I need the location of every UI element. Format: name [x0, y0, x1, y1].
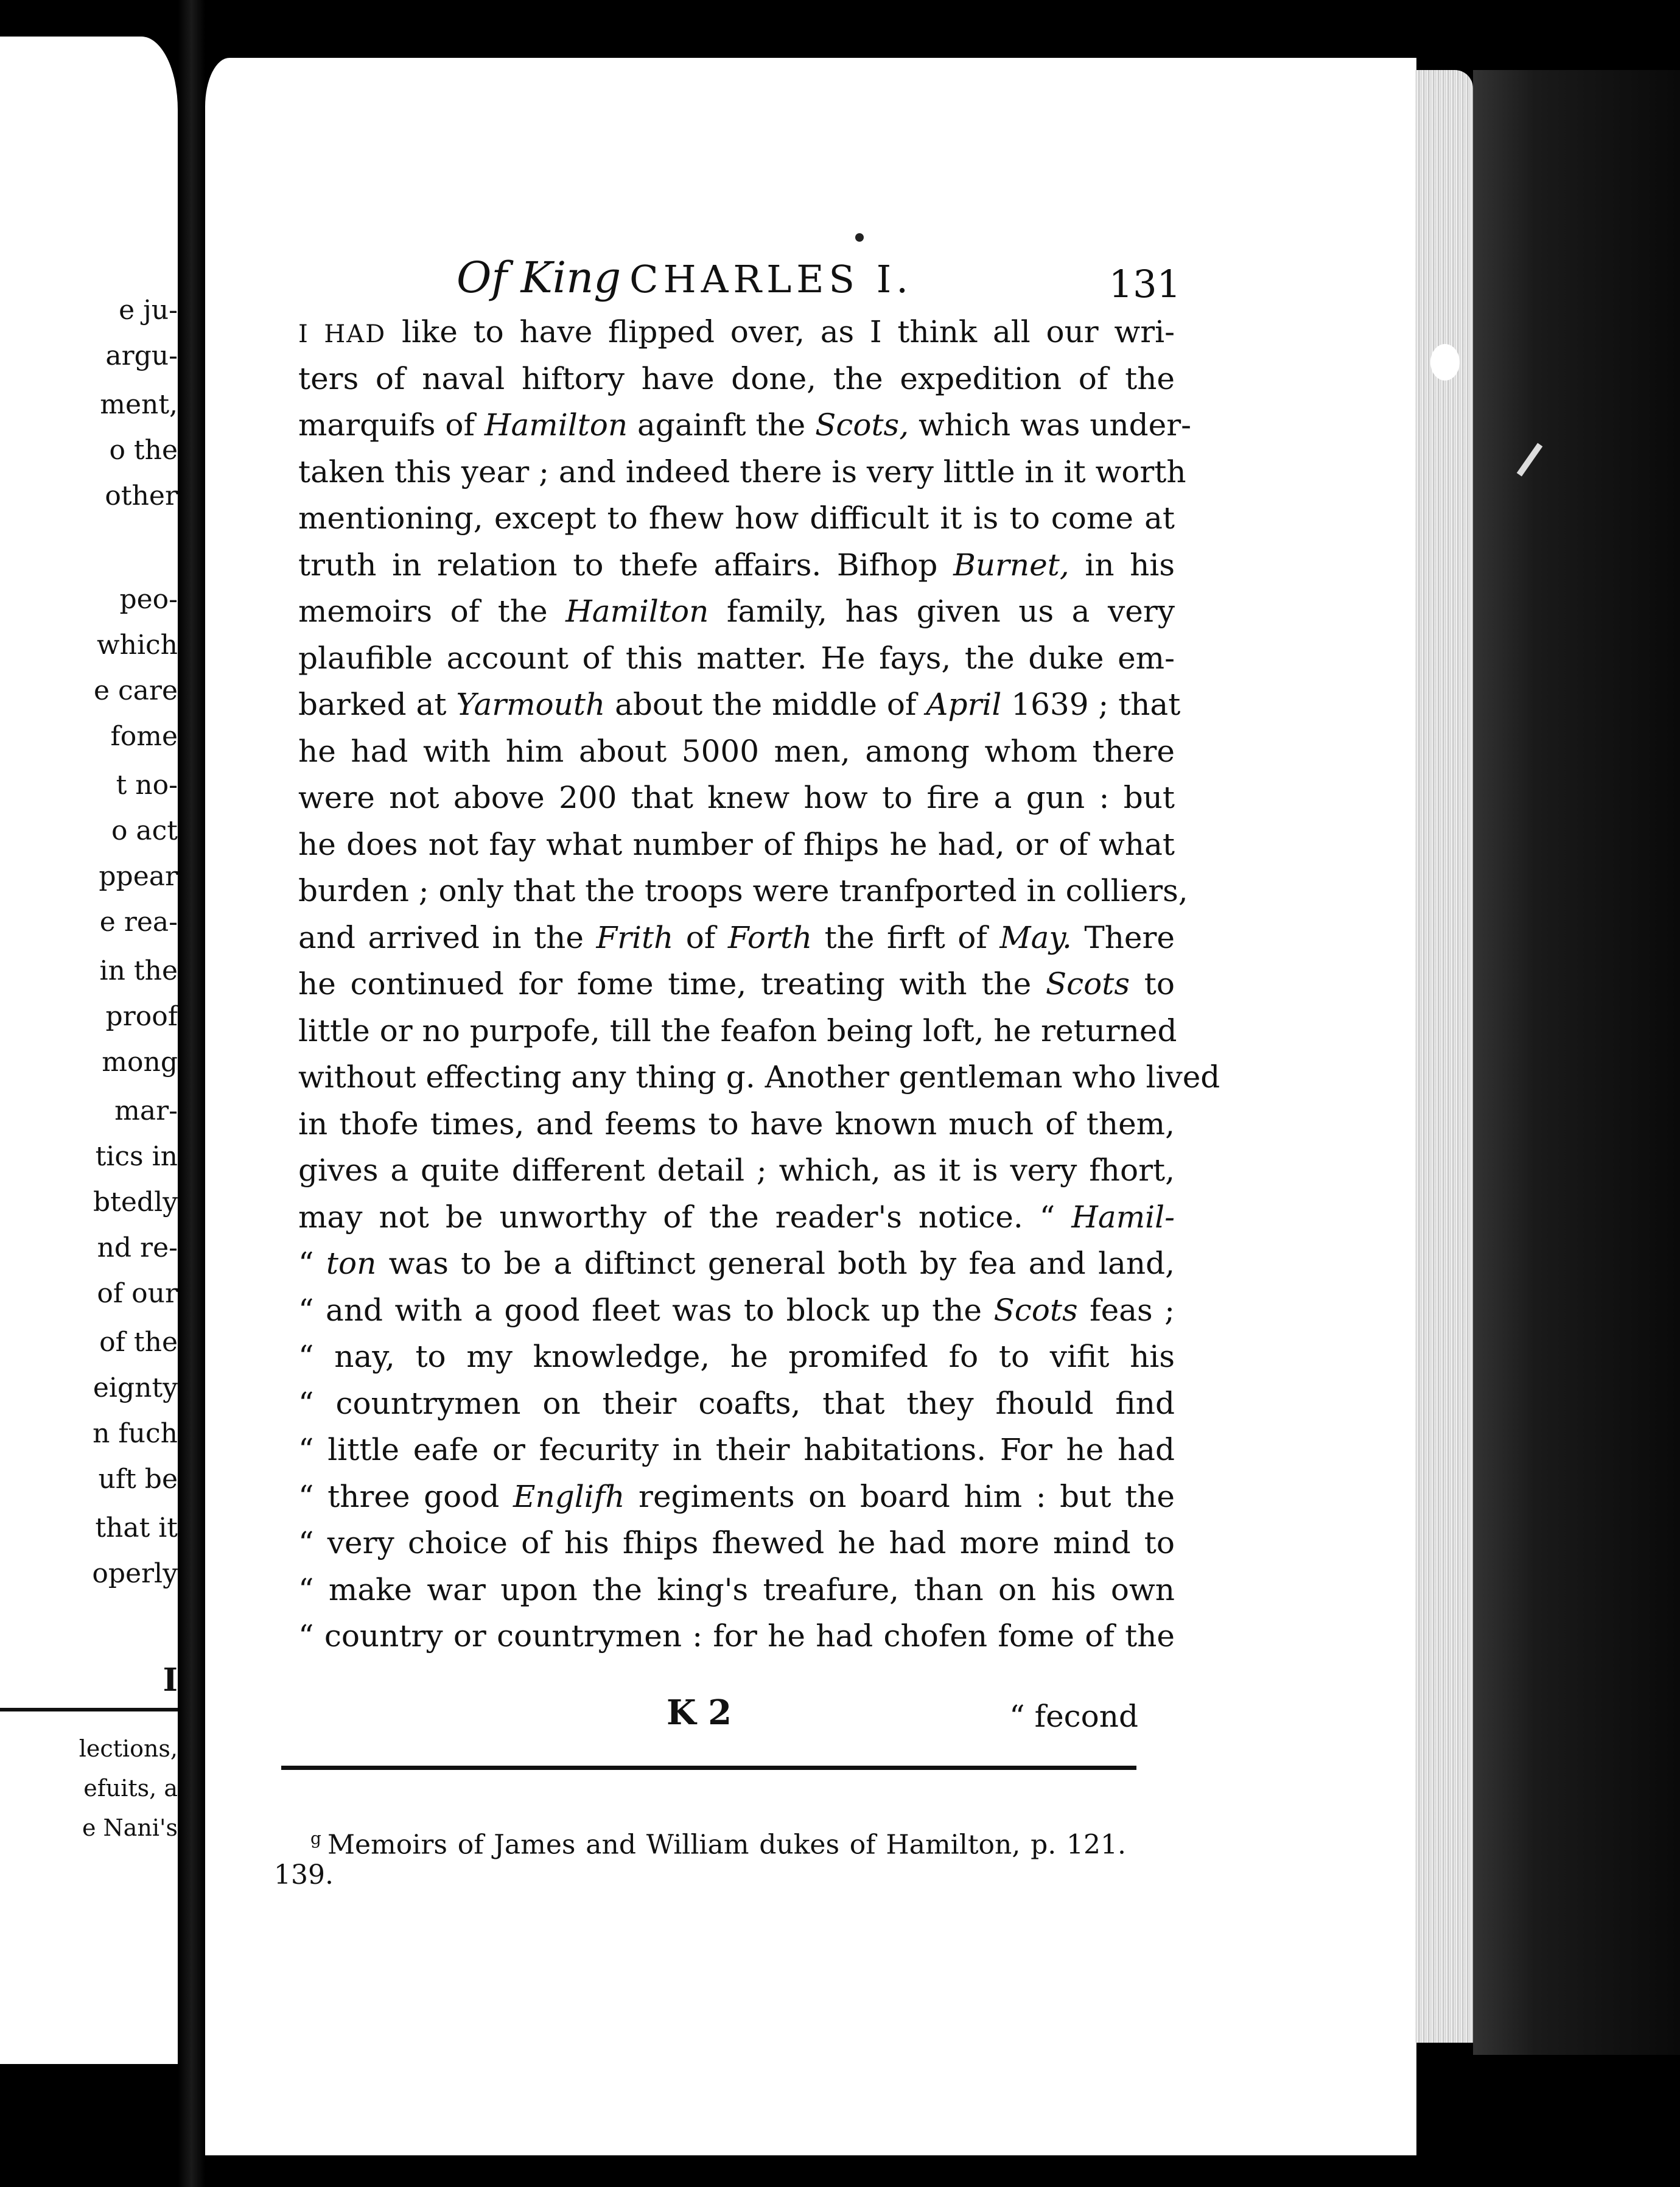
- body-text-segment: There: [1071, 920, 1175, 955]
- body-text-segment: taken this year ; and indeed there is very little in it worth: [298, 454, 1186, 490]
- body-text-segment: the firft of: [812, 920, 1000, 955]
- body-text-segment: ters of naval hiftory have done, the expedition of the: [298, 361, 1175, 396]
- body-text-segment: without effecting any thing g. Another gentleman who lived: [298, 1059, 1220, 1095]
- body-line: [298, 1568, 1175, 1611]
- body-text-segment: “ very choice of his fhips fhewed he had more mind to: [298, 1525, 1175, 1560]
- left-page-line: eignty: [93, 1372, 178, 1403]
- left-page-line: t no-: [116, 770, 178, 801]
- left-page-line: ment,: [100, 389, 178, 420]
- body-line: [298, 451, 1186, 493]
- footnote: [274, 1820, 1132, 1918]
- body-text-segment: burden ; only that the troops were tranfported in colliers,: [298, 873, 1188, 908]
- body-text-segment: may not be unworthy of the reader's notice. “: [298, 1199, 1072, 1235]
- body-text-segment: “ and with a good fleet was to block up the: [298, 1293, 994, 1328]
- italic-text: May.: [999, 920, 1072, 955]
- italic-text: Burnet,: [953, 547, 1069, 583]
- left-page-line: btedly: [93, 1187, 178, 1218]
- body-text-segment: gives a quite different detail ; which, as it is very fhort,: [298, 1153, 1175, 1188]
- body-line: [298, 776, 1175, 819]
- body-text-segment: “ nay, to my knowledge, he promifed fo to vifit his: [298, 1339, 1175, 1374]
- body-text-segment: “ make war upon the king's treafure, than on his own: [298, 1572, 1175, 1607]
- left-page-line: peo-: [119, 584, 178, 615]
- italic-text: Englifh: [513, 1479, 625, 1514]
- body-text-segment: againft the: [628, 407, 816, 443]
- italic-text: Hamilton: [565, 594, 709, 629]
- body-line: [298, 637, 1175, 679]
- left-page-line: nd re-: [97, 1232, 178, 1263]
- italic-text: April: [926, 687, 1002, 722]
- body-text-segment: “ three good: [298, 1479, 514, 1514]
- body-line: [298, 1242, 1175, 1285]
- italic-text: Forth: [727, 920, 813, 955]
- left-page-catchword: I: [163, 1662, 178, 1699]
- left-page-line: e ju-: [119, 295, 178, 326]
- left-page-line: which: [96, 630, 178, 661]
- body-text-segment: little or no purpofe, till the feafon being loft, he returned: [298, 1013, 1177, 1048]
- body-text-segment: he does not fay what number of fhips he had, or of what: [298, 827, 1175, 862]
- italic-text: Scots,: [815, 407, 909, 443]
- body-text-segment: feas ;: [1077, 1293, 1175, 1328]
- left-page-line: other: [105, 480, 178, 511]
- left-page-line: o act: [111, 815, 178, 846]
- body-line: [298, 683, 1181, 726]
- body-text-segment: “ little eafe or fecurity in their habitations. For he had: [298, 1432, 1175, 1467]
- body-line: [298, 1522, 1175, 1564]
- left-page-note: efuits, a: [83, 1775, 178, 1802]
- scan-speck: [1430, 344, 1460, 381]
- left-page: [0, 37, 178, 2064]
- body-line: [298, 1009, 1175, 1052]
- left-page-line: e care: [94, 675, 178, 706]
- body-text-segment: he continued for fome time, treating with the: [298, 966, 1046, 1002]
- body-text-segment: like to have flipped over, as I think all our wri-: [386, 314, 1175, 349]
- body-line: [298, 404, 1192, 446]
- italic-text: Hamil-: [1071, 1199, 1175, 1235]
- body-line: [298, 590, 1175, 633]
- left-page-line: n fuch: [93, 1418, 178, 1449]
- body-text-segment: in thofe times, and feems to have known much of them,: [298, 1106, 1175, 1142]
- body-text-segment: to: [1130, 966, 1175, 1002]
- left-page-rule: [0, 1708, 178, 1711]
- italic-text: Frith: [596, 920, 674, 955]
- body-text-segment: “ country or countrymen : for he had chofen fome of the: [298, 1618, 1175, 1654]
- body-line: [298, 1056, 1220, 1098]
- left-page-line: proof: [105, 1001, 178, 1032]
- body-line: [298, 311, 1175, 353]
- running-head-italic: Of King: [457, 253, 621, 303]
- left-page-line: of the: [99, 1327, 178, 1358]
- body-line: [298, 963, 1175, 1005]
- running-head-caps: CHARLES I.: [629, 257, 913, 301]
- signature-mark: K 2: [667, 1693, 732, 1733]
- body-line: [298, 1196, 1175, 1238]
- left-page-note: e Nani's: [82, 1814, 178, 1841]
- body-text-segment: plaufible account of this matter. He fays, the duke em-: [298, 641, 1175, 676]
- body-line: [298, 1289, 1175, 1332]
- body-text-segment: about the middle of: [605, 687, 926, 722]
- left-page-line: e rea-: [99, 907, 178, 938]
- body-text: [298, 304, 1220, 1705]
- left-page-line: argu-: [105, 340, 178, 371]
- left-page-line: of our: [97, 1278, 178, 1309]
- body-text-segment: family, has given us a very: [709, 594, 1175, 629]
- body-text-segment: marquifs of: [298, 407, 485, 443]
- body-line: [298, 1475, 1175, 1518]
- book-cover: [1473, 70, 1680, 2055]
- body-text-segment: were not above 200 that knew how to fire a gun : but: [298, 780, 1175, 815]
- body-text-segment: of: [673, 920, 728, 955]
- body-line: [298, 1335, 1175, 1378]
- body-text-segment: which was under-: [909, 407, 1192, 443]
- body-text-segment: “ countrymen on their coafts, that they fhould find: [298, 1386, 1175, 1421]
- body-text-segment: barked at: [298, 687, 457, 722]
- body-text-segment: “: [298, 1246, 326, 1281]
- footnote-marker: g: [310, 1828, 321, 1848]
- italic-text: Hamilton: [484, 407, 628, 443]
- left-page-note: lections,: [79, 1735, 178, 1762]
- body-text-segment: was to be a diftinct general both by fea and land,: [376, 1246, 1175, 1281]
- left-page-line: o the: [109, 435, 178, 466]
- small-caps-text: I HAD: [298, 320, 387, 348]
- body-line: [298, 1149, 1175, 1192]
- footnote-text: Memoirs of James and William dukes of Hamilton, p. 121.: [327, 1829, 1126, 1861]
- left-page-line: tics in: [95, 1141, 178, 1172]
- body-text-segment: memoirs of the: [298, 594, 566, 629]
- italic-text: Scots: [1045, 966, 1130, 1002]
- body-text-segment: 1639 ; that: [1001, 687, 1181, 722]
- italic-text: ton: [326, 1246, 377, 1281]
- left-page-line: in the: [99, 955, 178, 986]
- scan-speck: [855, 233, 864, 242]
- body-line: [298, 1615, 1175, 1657]
- footnote-continuation: 139.: [274, 1859, 334, 1890]
- body-line: [298, 730, 1175, 773]
- left-page-line: mar-: [114, 1095, 178, 1126]
- left-page-line: fome: [110, 721, 178, 752]
- page-number: 131: [1108, 262, 1181, 306]
- body-text-segment: and arrived in the: [298, 920, 597, 955]
- left-page-line: that it: [95, 1512, 178, 1543]
- body-line: [298, 823, 1175, 866]
- body-line: [298, 1428, 1175, 1471]
- body-line: [298, 497, 1175, 539]
- body-text-segment: regiments on board him : but the: [625, 1479, 1175, 1514]
- footnote-line: [310, 1820, 1126, 1864]
- italic-text: Scots: [993, 1293, 1078, 1328]
- body-line: [298, 1103, 1175, 1145]
- left-page-line: mong: [102, 1047, 178, 1078]
- left-page-line: operly: [92, 1558, 178, 1589]
- catchword: “ fecond: [1009, 1699, 1138, 1734]
- left-page-line: uft be: [98, 1464, 178, 1495]
- body-line: [298, 869, 1188, 912]
- body-text-segment: mentioning, except to fhew how difficult it is to come at: [298, 500, 1175, 536]
- gutter-shadow: [178, 0, 205, 2187]
- body-line: [298, 916, 1175, 959]
- body-line: [298, 1382, 1175, 1425]
- left-page-line: ppear: [99, 861, 178, 892]
- italic-text: Yarmouth: [456, 687, 606, 722]
- footnote-rule: [281, 1766, 1136, 1770]
- body-text-segment: truth in relation to thefe affairs. Bifhop: [298, 547, 954, 583]
- body-line: [298, 357, 1175, 400]
- body-text-segment: he had with him about 5000 men, among whom there: [298, 734, 1175, 769]
- body-text-segment: in his: [1069, 547, 1175, 583]
- body-line: [298, 544, 1175, 586]
